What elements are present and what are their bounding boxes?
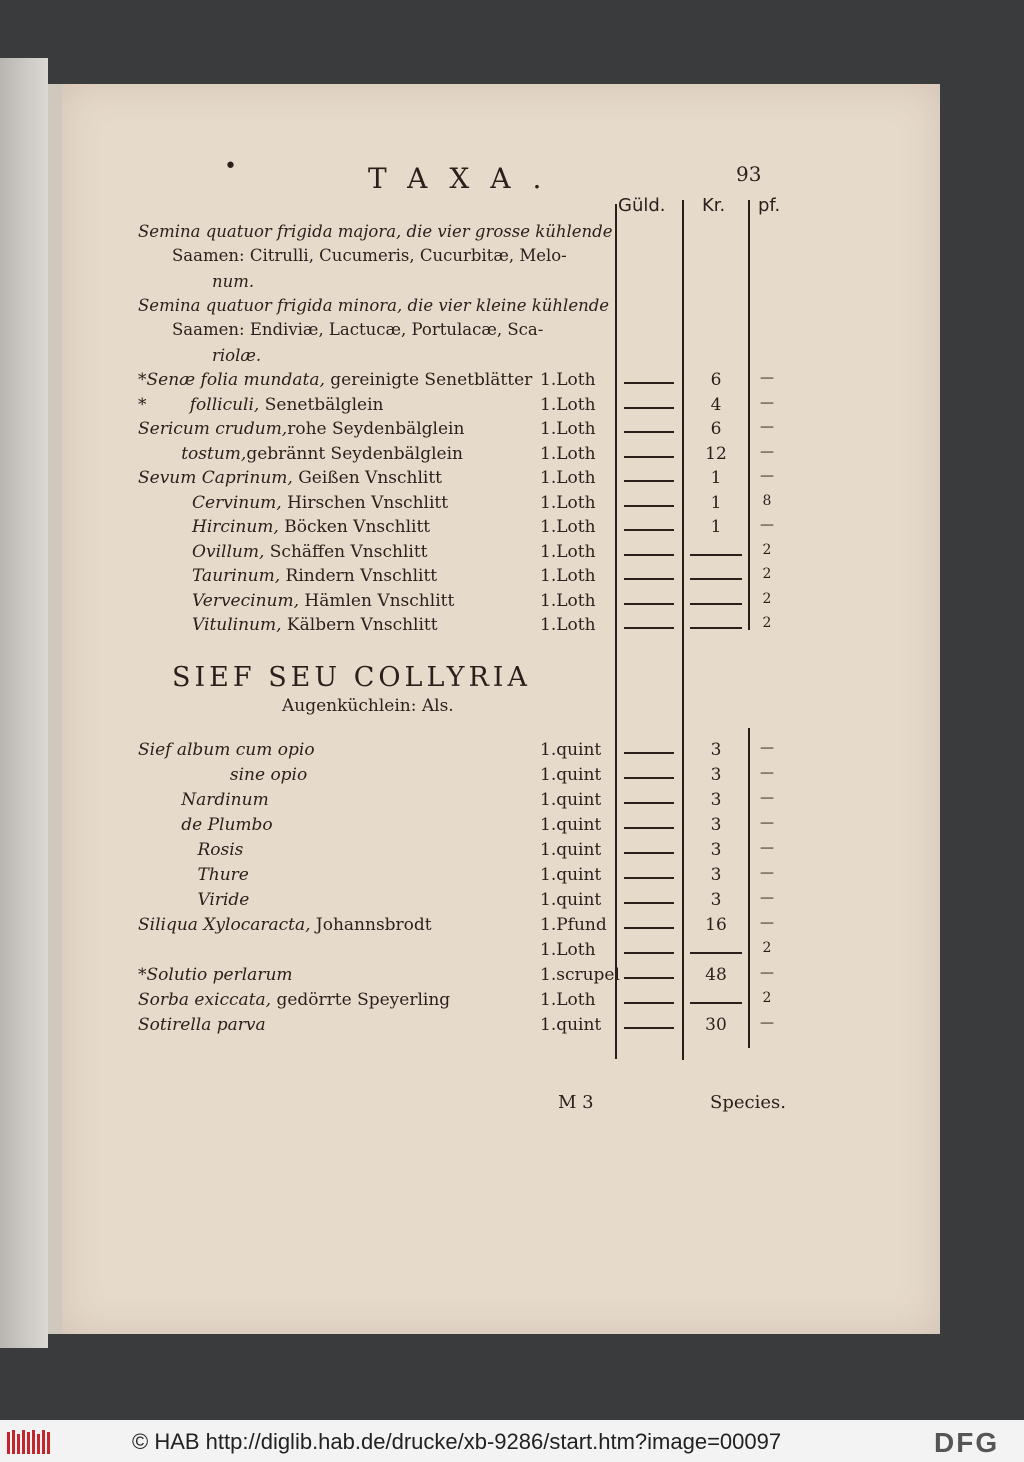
latin-name: Ovillum, xyxy=(138,541,265,562)
table-row xyxy=(62,1015,940,1039)
kreuzer-value: 3 xyxy=(710,865,722,885)
quantity: 1.Loth xyxy=(540,615,596,635)
running-head-ornament: • xyxy=(224,154,237,179)
pfennig-value: — xyxy=(760,443,774,460)
gulden-dash xyxy=(624,1027,674,1029)
vernacular-name: Kälbern Vnschlitt xyxy=(281,615,438,635)
pfennig-value: 2 xyxy=(762,615,772,631)
table-row xyxy=(62,740,940,764)
latin-name: Sevum Caprinum, xyxy=(138,468,293,488)
kreuzer-value: 3 xyxy=(710,815,722,835)
kreuzer-value: 30 xyxy=(705,1015,727,1035)
latin-name: Sotirella parva xyxy=(138,1015,266,1035)
gulden-dash xyxy=(624,578,674,580)
vernacular-name: rohe Seydenbälglein xyxy=(287,419,465,439)
quantity: 1.Loth xyxy=(540,566,596,586)
kreuzer-value: 3 xyxy=(710,890,722,910)
gulden-dash xyxy=(624,382,674,384)
gulden-dash xyxy=(624,802,674,804)
quantity: 1.quint xyxy=(540,840,602,860)
page-number: 93 xyxy=(736,162,762,186)
intro-line: Semina quatuor frigida majora, die vier grosse kühlende xyxy=(138,222,613,241)
book-page xyxy=(62,84,940,1334)
table-row xyxy=(62,493,940,517)
table-row xyxy=(62,444,940,468)
latin-name: *Solutio perlarum xyxy=(138,965,293,985)
pfennig-value: 8 xyxy=(762,492,772,509)
dfg-logo: DFG xyxy=(934,1427,1000,1458)
latin-name: Sericum crudum, xyxy=(138,419,288,439)
intro-line: riolæ. xyxy=(212,346,262,365)
pfennig-value: — xyxy=(760,840,774,856)
kreuzer-value: 3 xyxy=(710,840,722,860)
gulden-dash xyxy=(624,480,674,482)
vernacular-name: Böcken Vnschlitt xyxy=(278,517,431,537)
quantity: 1.Loth xyxy=(540,590,596,611)
column-header-gulden: Güld. xyxy=(618,195,666,216)
kreuzer-dash xyxy=(690,603,742,605)
pfennig-value: — xyxy=(760,394,774,411)
kreuzer-value: 6 xyxy=(710,370,722,390)
pfennig-value: 2 xyxy=(762,590,772,607)
gulden-dash xyxy=(624,505,674,507)
vernacular-name: Rindern Vnschlitt xyxy=(280,566,438,586)
left-page-edge xyxy=(0,58,48,1348)
gulden-dash xyxy=(624,431,674,433)
vernacular-name: Hämlen Vnschlitt xyxy=(299,590,455,611)
kreuzer-value: 1 xyxy=(710,492,722,513)
latin-name: * folliculi, xyxy=(138,394,260,415)
item-name xyxy=(138,395,384,415)
quantity: 1.Loth xyxy=(540,394,596,415)
item-name xyxy=(138,990,450,1010)
quantity: 1.Loth xyxy=(540,468,596,488)
table-row xyxy=(62,840,940,864)
quantity: 1.scrupel xyxy=(540,965,620,985)
vernacular-name: gebrännt Seydenbälglein xyxy=(246,443,463,464)
kreuzer-value: 48 xyxy=(705,965,727,985)
pfennig-value: 2 xyxy=(762,940,772,956)
item-name xyxy=(138,468,442,488)
table-row xyxy=(62,370,940,394)
item-name xyxy=(138,740,315,760)
latin-name: Vitulinum, xyxy=(138,615,282,635)
kreuzer-dash xyxy=(690,578,742,580)
item-name xyxy=(138,790,269,810)
kreuzer-value: 1 xyxy=(710,468,722,488)
quantity: 1.Loth xyxy=(540,419,596,439)
item-name xyxy=(138,493,448,513)
intro-line: num. xyxy=(212,272,255,291)
kreuzer-value: 3 xyxy=(710,790,722,810)
quantity: 1.Loth xyxy=(540,517,596,537)
vernacular-name: Hirschen Vnschlitt xyxy=(281,492,449,513)
latin-name: Siliqua Xylocaracta, xyxy=(138,915,311,935)
intro-line: Saamen: Endiviæ, Lactucæ, Portulacæ, Sca- xyxy=(172,320,544,339)
quantity: 1.Loth xyxy=(540,940,596,960)
item-name xyxy=(138,517,430,537)
gulden-dash xyxy=(624,902,674,904)
quantity: 1.Loth xyxy=(540,492,596,513)
item-name xyxy=(138,965,293,985)
vernacular-name: Johannsbrodt xyxy=(310,915,432,935)
table-row xyxy=(62,591,940,615)
table-row xyxy=(62,542,940,566)
copyright-url: © HAB http://diglib.hab.de/drucke/xb-9286/start.htm?image=00097 xyxy=(132,1429,782,1454)
column-header-pfennig: pf. xyxy=(758,195,781,216)
viewer-footer xyxy=(0,1420,1024,1462)
table-row xyxy=(62,615,940,639)
vernacular-name: Geißen Vnschlitt xyxy=(292,468,443,488)
kreuzer-value: 3 xyxy=(710,740,722,760)
gulden-dash xyxy=(624,977,674,979)
kreuzer-value: 1 xyxy=(710,517,722,537)
pfennig-value: — xyxy=(760,740,774,756)
pfennig-value: — xyxy=(760,790,774,806)
pfennig-value: 2 xyxy=(762,990,772,1006)
gulden-dash xyxy=(624,952,674,954)
quantity: 1.quint xyxy=(540,790,602,810)
latin-name: tostum, xyxy=(138,443,247,464)
latin-name: Hircinum, xyxy=(138,517,279,537)
latin-name: Taurinum, xyxy=(138,566,281,586)
kreuzer-dash xyxy=(690,627,742,629)
quantity: 1.quint xyxy=(540,765,602,785)
item-name xyxy=(138,1015,266,1035)
quantity: 1.quint xyxy=(540,865,602,885)
gulden-dash xyxy=(624,456,674,458)
quantity: 1.Loth xyxy=(540,990,596,1010)
item-name xyxy=(138,840,243,860)
gulden-dash xyxy=(624,554,674,556)
gulden-dash xyxy=(624,877,674,879)
quantity: 1.Loth xyxy=(540,443,596,464)
table-row xyxy=(62,815,940,839)
latin-name: de Plumbo xyxy=(138,815,273,835)
latin-name: Sief album cum opio xyxy=(138,740,315,760)
latin-name: Viride xyxy=(138,890,250,910)
intro-line: Semina quatuor frigida minora, die vier kleine kühlende xyxy=(138,296,610,315)
gulden-dash xyxy=(624,407,674,409)
latin-name: Cervinum, xyxy=(138,492,282,513)
quantity: 1.Loth xyxy=(540,541,596,562)
item-name xyxy=(138,890,249,910)
kreuzer-value: 6 xyxy=(710,419,722,439)
pfennig-value: — xyxy=(760,468,774,484)
pfennig-value: — xyxy=(760,915,774,931)
item-name xyxy=(138,865,249,885)
gulden-dash xyxy=(624,777,674,779)
quantity: 1.quint xyxy=(540,740,602,760)
pfennig-value: — xyxy=(760,965,774,981)
vernacular-name: gereinigte Senetblätter xyxy=(324,370,533,390)
table-row xyxy=(62,517,940,541)
item-name xyxy=(138,542,427,562)
gulden-dash xyxy=(624,752,674,754)
item-name xyxy=(138,591,454,611)
gulden-dash xyxy=(624,852,674,854)
gulden-dash xyxy=(624,529,674,531)
table-row xyxy=(62,865,940,889)
kreuzer-dash xyxy=(690,554,742,556)
vernacular-name: Schäffen Vnschlitt xyxy=(264,541,428,562)
signature-mark: M 3 xyxy=(558,1092,594,1113)
table-row xyxy=(62,790,940,814)
pfennig-value: — xyxy=(760,419,774,435)
latin-name: Thure xyxy=(138,865,249,885)
hab-logo-icon xyxy=(6,1428,52,1456)
table-row xyxy=(62,915,940,939)
table-row xyxy=(62,965,940,989)
item-name xyxy=(138,370,532,390)
item-name xyxy=(138,815,273,835)
pfennig-value: — xyxy=(760,815,774,831)
pfennig-value: — xyxy=(760,765,774,781)
gulden-dash xyxy=(624,627,674,629)
section-subtitle: Augenküchlein: Als. xyxy=(282,696,454,716)
table-row xyxy=(62,940,940,964)
latin-name: *Senæ folia mundata, xyxy=(138,370,325,390)
kreuzer-value: 12 xyxy=(705,443,727,464)
item-name xyxy=(138,915,432,935)
pfennig-value: — xyxy=(760,865,774,881)
latin-name: Sorba exiccata, xyxy=(138,990,272,1010)
kreuzer-dash xyxy=(690,1002,742,1004)
kreuzer-value: 3 xyxy=(710,765,722,785)
kreuzer-value: 16 xyxy=(705,915,727,935)
latin-name: Vervecinum, xyxy=(138,590,299,611)
quantity: 1.quint xyxy=(540,815,602,835)
table-row xyxy=(62,566,940,590)
gulden-dash xyxy=(624,927,674,929)
quantity: 1.Pfund xyxy=(540,915,607,935)
item-name xyxy=(138,419,464,439)
item-name xyxy=(138,765,307,785)
table-row xyxy=(62,990,940,1014)
pfennig-value: — xyxy=(760,370,774,386)
latin-name: Rosis xyxy=(138,840,244,860)
table-row xyxy=(62,468,940,492)
pfennig-value: 2 xyxy=(762,541,772,558)
intro-line: Saamen: Citrulli, Cucumeris, Cucurbitæ, Melo- xyxy=(172,246,567,265)
item-name xyxy=(138,566,437,586)
latin-name: Nardinum xyxy=(138,790,269,810)
kreuzer-dash xyxy=(690,952,742,954)
vernacular-name: gedörrte Speyerling xyxy=(271,990,451,1010)
table-row xyxy=(62,890,940,914)
pfennig-value: 2 xyxy=(762,566,772,582)
pfennig-value: — xyxy=(760,517,774,533)
gulden-dash xyxy=(624,1002,674,1004)
gulden-dash xyxy=(624,827,674,829)
gulden-dash xyxy=(624,603,674,605)
table-row xyxy=(62,419,940,443)
latin-name: sine opio xyxy=(138,765,308,785)
running-head: TAXA. xyxy=(368,162,564,195)
section-title: SIEF SEU COLLYRIA xyxy=(172,662,531,693)
kreuzer-value: 4 xyxy=(710,394,722,415)
quantity: 1.quint xyxy=(540,890,602,910)
vernacular-name: Senetbälglein xyxy=(259,394,384,415)
quantity: 1.quint xyxy=(540,1015,602,1035)
catchword: Species. xyxy=(710,1092,786,1113)
item-name xyxy=(138,444,463,464)
pfennig-value: — xyxy=(760,1015,774,1031)
pfennig-value: — xyxy=(760,890,774,906)
table-row xyxy=(62,765,940,789)
column-header-kreuzer: Kr. xyxy=(702,195,726,216)
quantity: 1.Loth xyxy=(540,370,596,390)
item-name xyxy=(138,615,438,635)
table-row xyxy=(62,395,940,419)
